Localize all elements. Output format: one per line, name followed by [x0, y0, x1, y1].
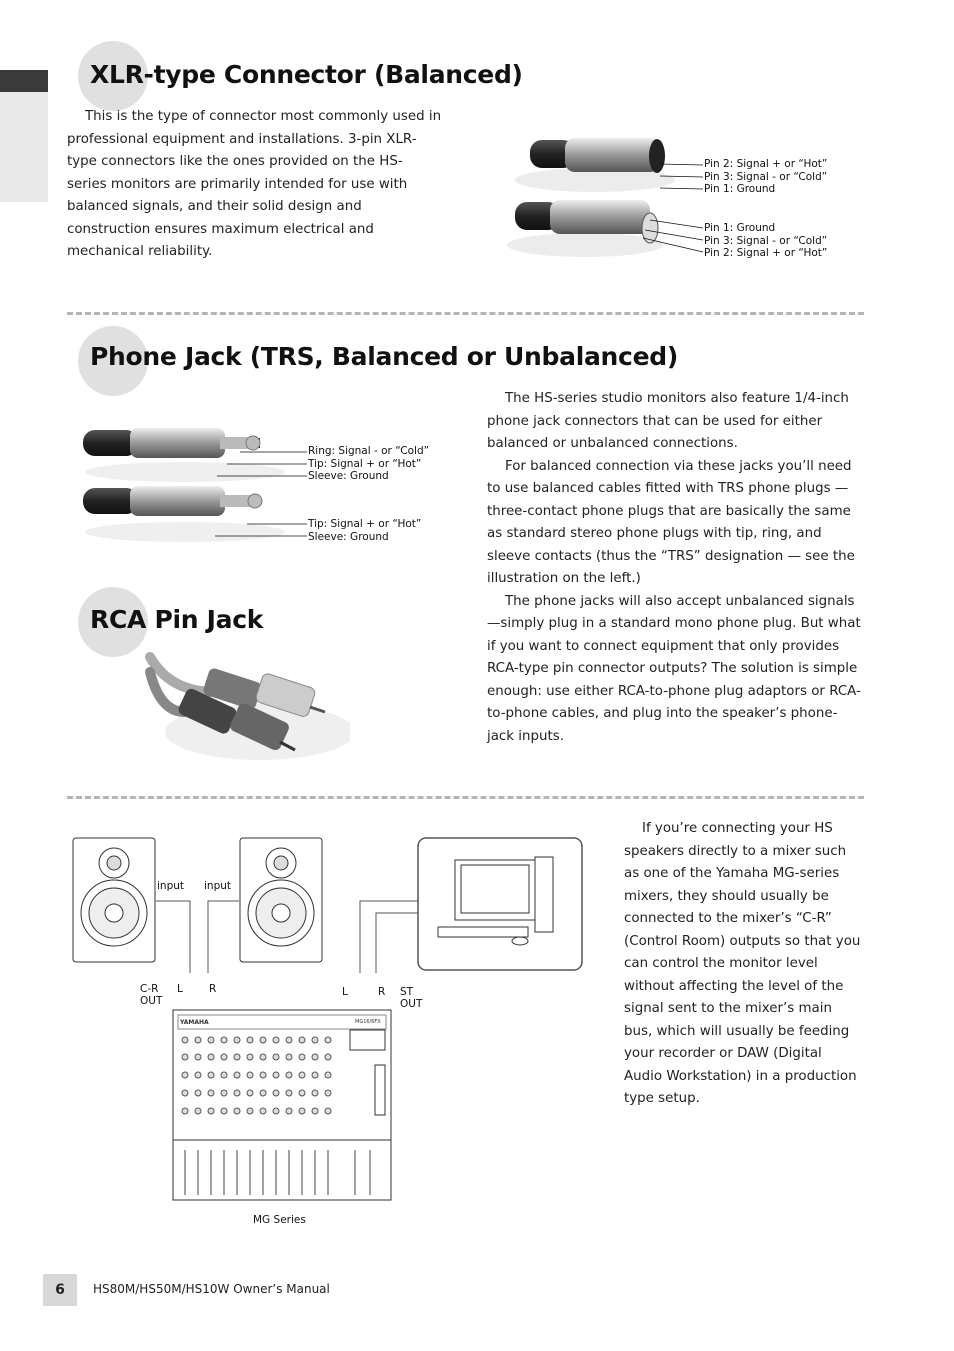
side-tab	[0, 70, 48, 92]
pin-label: Pin 3: Signal - or “Cold”	[704, 234, 828, 247]
rca-heading: RCA Pin Jack	[90, 605, 264, 634]
st-label: ST	[400, 986, 414, 998]
cr-label: C-R	[140, 983, 159, 995]
mixer-caption: MG Series	[253, 1214, 306, 1226]
st-left-label: L	[342, 986, 348, 998]
input-label-right: input	[204, 880, 232, 892]
xlr-male-pin-labels	[704, 158, 827, 196]
trs-label: Ring: Signal - or “Cold”	[308, 445, 430, 457]
st-out-label	[400, 986, 422, 1010]
phone-body	[487, 388, 863, 748]
mixer-brand: YAMAHA	[180, 1019, 209, 1026]
speaker-right	[240, 838, 322, 962]
out-label: OUT	[400, 998, 423, 1010]
mixer-model: MG16/6FX	[355, 1019, 381, 1025]
pin-label: Pin 1: Ground	[704, 183, 776, 195]
trs-label: Tip: Signal + or “Hot”	[308, 457, 422, 470]
mixer-connection-diagram	[70, 835, 590, 1215]
section-divider	[67, 312, 864, 315]
st-right-label: R	[378, 986, 386, 998]
xlr-heading: XLR-type Connector (Balanced)	[90, 60, 523, 89]
pin-label: Pin 2: Signal + or “Hot”	[704, 247, 828, 259]
section-divider	[67, 796, 864, 799]
ts-labels	[308, 518, 421, 543]
phone-paragraph: The HS-series studio monitors also feature 1/4-inch phone jack connectors that can be used for either balanced or unbalanced connections.	[487, 391, 849, 451]
mixer-paragraph: If you’re connecting your HS speakers directly to a mixer such as one of the Yamaha MG-series mixers, they should usually be connected to the mixer’s “C-R” (Control Room) outputs so that you can control the monitor level without affecting the level of the signal sent to the mixer’s main bus, which will usually be feeding your recorder or DAW (Digital Audio Workstation) in a production type setup.	[624, 821, 861, 1106]
cr-out-label	[140, 983, 162, 1007]
trs-labels	[308, 445, 429, 483]
phone-heading: Phone Jack (TRS, Balanced or Unbalanced)	[90, 342, 678, 371]
phone-paragraph: The phone jacks will also accept unbalanced signals —simply plug in a standard mono phone plug. But what if you want to connect equipment that only provides RCA-type pin connector outputs? The solution is simple enough: use either RCA-to-phone plug adaptors or RCA-to-phone cables, and plug into the speaker’s phone-jack inputs.	[487, 593, 861, 744]
trs-label: Sleeve: Ground	[308, 470, 389, 482]
rca-plug-illustration	[140, 652, 350, 772]
ts-label: Tip: Signal + or “Hot”	[308, 518, 422, 530]
pin-label: Pin 3: Signal - or “Cold”	[704, 170, 828, 183]
xlr-female-pin-labels	[704, 222, 827, 260]
mixer-body	[624, 818, 864, 1111]
pin-label: Pin 1: Ground	[704, 222, 776, 234]
ts-label: Sleeve: Ground	[308, 530, 389, 543]
phone-plug-illustration	[75, 420, 310, 545]
out-label: OUT	[140, 995, 163, 1007]
pin-label: Pin 2: Signal + or “Hot”	[704, 158, 828, 170]
side-tab-shade	[0, 92, 48, 202]
speaker-left	[73, 838, 155, 962]
xlr-paragraph: This is the type of connector most commonly used in professional equipment and installations. 3-pin XLR-type connectors like the ones provided on the HS-series monitors are primarily intended for use with balanced signals, and their solid design and construction ensures maximum electrical and mechanical reliability.	[67, 109, 442, 259]
left-channel-label: L	[177, 983, 183, 995]
manual-title: HS80M/HS50M/HS10W Owner’s Manual	[93, 1282, 330, 1296]
computer	[418, 838, 582, 970]
right-channel-label: R	[209, 983, 217, 995]
input-label-left: input	[157, 880, 185, 892]
mixer	[173, 1010, 391, 1200]
page-number: 6	[43, 1274, 77, 1306]
phone-paragraph: For balanced connection via these jacks you’ll need to use balanced cables fitted with TRS phone plugs — three-contact phone plugs that are basically the same as standard stereo phone plugs with tip, ring, and sleeve contacts (thus the “TRS” designation — see the illustration on the left.)	[487, 458, 855, 586]
xlr-body	[67, 106, 442, 264]
